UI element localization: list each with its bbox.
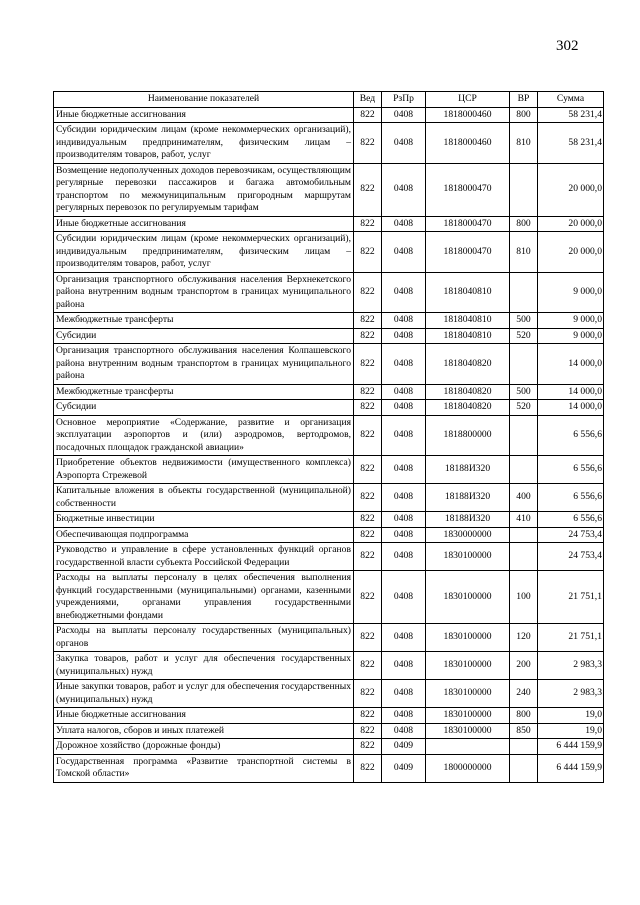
cell-name: Субсидии юридическим лицам (кроме некоммерческих организаций), индивидуальным предпринимателям, физическим лицам – производителям товаров, работ, услуг (54, 123, 354, 164)
cell-sum: 24 753,4 (538, 543, 604, 571)
cell-vr: 400 (510, 484, 538, 512)
header-sum: Сумма (538, 92, 604, 108)
table-row (54, 723, 604, 739)
cell-vr (510, 543, 538, 571)
cell-csr: 1818000470 (426, 216, 510, 232)
table-row (54, 527, 604, 543)
cell-ved: 822 (354, 543, 382, 571)
cell-sum: 9 000,0 (538, 272, 604, 313)
cell-vr (510, 163, 538, 216)
cell-name: Межбюджетные трансферты (54, 313, 354, 329)
cell-ved: 822 (354, 708, 382, 724)
cell-name: Субсидии (54, 328, 354, 344)
cell-ved: 822 (354, 232, 382, 273)
cell-vr: 120 (510, 624, 538, 652)
cell-sum: 19,0 (538, 708, 604, 724)
table-header-row (54, 92, 604, 108)
cell-sum: 24 753,4 (538, 527, 604, 543)
cell-rzpr: 0408 (382, 163, 426, 216)
table-row (54, 456, 604, 484)
cell-name: Основное мероприятие «Содержание, развитие и организация эксплуатации аэропортов и (или) аэродромов, вертодромов, посадочных площадок гражданской авиации» (54, 415, 354, 456)
cell-sum: 58 231,4 (538, 107, 604, 123)
cell-csr: 18188И320 (426, 484, 510, 512)
cell-csr: 1818040820 (426, 344, 510, 385)
cell-csr: 1830100000 (426, 624, 510, 652)
budget-table (53, 91, 604, 783)
cell-name: Межбюджетные трансферты (54, 384, 354, 400)
cell-sum: 6 556,6 (538, 512, 604, 528)
table-body (54, 107, 604, 782)
header-ved: Вед (354, 92, 382, 108)
cell-csr: 18188И320 (426, 456, 510, 484)
cell-ved: 822 (354, 272, 382, 313)
cell-ved: 822 (354, 313, 382, 329)
cell-name: Возмещение недополученных доходов перевозчикам, осуществляющим регулярные перевозки пассажиров и багажа автомобильным транспортом по межмуниципальным пригородным маршрутам регулярных перевозок по регулируемым тарифам (54, 163, 354, 216)
cell-csr: 1818000460 (426, 107, 510, 123)
table-row (54, 344, 604, 385)
cell-rzpr: 0408 (382, 680, 426, 708)
cell-rzpr: 0408 (382, 527, 426, 543)
table-row (54, 400, 604, 416)
cell-rzpr: 0408 (382, 400, 426, 416)
header-csr: ЦСР (426, 92, 510, 108)
cell-vr: 500 (510, 384, 538, 400)
cell-vr (510, 344, 538, 385)
cell-vr (510, 739, 538, 755)
cell-rzpr: 0408 (382, 107, 426, 123)
cell-vr: 500 (510, 313, 538, 329)
cell-vr (510, 754, 538, 782)
table-row (54, 123, 604, 164)
table-row (54, 313, 604, 329)
cell-csr: 1818040810 (426, 272, 510, 313)
table-row (54, 543, 604, 571)
cell-csr: 1818000470 (426, 232, 510, 273)
cell-name: Иные бюджетные ассигнования (54, 216, 354, 232)
cell-csr: 1818040820 (426, 400, 510, 416)
table-row (54, 680, 604, 708)
cell-csr: 1818040810 (426, 313, 510, 329)
cell-sum: 19,0 (538, 723, 604, 739)
cell-sum: 2 983,3 (538, 652, 604, 680)
cell-rzpr: 0408 (382, 328, 426, 344)
cell-vr (510, 272, 538, 313)
cell-vr: 800 (510, 107, 538, 123)
cell-rzpr: 0408 (382, 543, 426, 571)
cell-rzpr: 0408 (382, 384, 426, 400)
table-row (54, 708, 604, 724)
cell-sum: 14 000,0 (538, 344, 604, 385)
cell-name: Расходы на выплаты персоналу государственных (муниципальных) органов (54, 624, 354, 652)
header-vr: ВР (510, 92, 538, 108)
cell-vr: 800 (510, 216, 538, 232)
cell-sum: 14 000,0 (538, 400, 604, 416)
page-number: 302 (556, 38, 579, 54)
table-row (54, 163, 604, 216)
cell-ved: 822 (354, 400, 382, 416)
cell-vr (510, 527, 538, 543)
cell-name: Закупка товаров, работ и услуг для обеспечения государственных (муниципальных) нужд (54, 652, 354, 680)
cell-ved: 822 (354, 328, 382, 344)
table-row (54, 652, 604, 680)
cell-ved: 822 (354, 384, 382, 400)
cell-name: Государственная программа «Развитие транспортной системы в Томской области» (54, 754, 354, 782)
cell-csr: 1818800000 (426, 415, 510, 456)
cell-name: Уплата налогов, сборов и иных платежей (54, 723, 354, 739)
cell-vr: 810 (510, 123, 538, 164)
cell-name: Субсидии (54, 400, 354, 416)
cell-vr: 810 (510, 232, 538, 273)
cell-rzpr: 0408 (382, 123, 426, 164)
cell-vr: 100 (510, 571, 538, 624)
table-row (54, 512, 604, 528)
cell-vr: 410 (510, 512, 538, 528)
cell-vr: 520 (510, 328, 538, 344)
cell-csr: 1830100000 (426, 708, 510, 724)
cell-sum: 58 231,4 (538, 123, 604, 164)
cell-rzpr: 0408 (382, 415, 426, 456)
cell-rzpr: 0408 (382, 624, 426, 652)
cell-csr: 18188И320 (426, 512, 510, 528)
cell-sum: 6 444 159,9 (538, 739, 604, 755)
cell-csr: 1830100000 (426, 543, 510, 571)
cell-csr: 1830100000 (426, 652, 510, 680)
cell-vr: 800 (510, 708, 538, 724)
cell-name: Дорожное хозяйство (дорожные фонды) (54, 739, 354, 755)
cell-sum: 9 000,0 (538, 313, 604, 329)
cell-csr: 1818040810 (426, 328, 510, 344)
table-row (54, 415, 604, 456)
cell-rzpr: 0408 (382, 272, 426, 313)
cell-ved: 822 (354, 456, 382, 484)
cell-name: Субсидии юридическим лицам (кроме некоммерческих организаций), индивидуальным предпринимателям, физическим лицам – производителям товаров, работ, услуг (54, 232, 354, 273)
cell-sum: 6 556,6 (538, 415, 604, 456)
cell-ved: 822 (354, 652, 382, 680)
cell-csr: 1830100000 (426, 680, 510, 708)
cell-rzpr: 0408 (382, 708, 426, 724)
cell-name: Обеспечивающая подпрограмма (54, 527, 354, 543)
cell-ved: 822 (354, 123, 382, 164)
cell-name: Организация транспортного обслуживания населения Колпашевского района внутренним водным транспортом в границах муниципального района (54, 344, 354, 385)
cell-rzpr: 0408 (382, 456, 426, 484)
cell-csr: 1818040820 (426, 384, 510, 400)
cell-name: Расходы на выплаты персоналу в целях обеспечения выполнения функций государственными (муниципальными) органами, казенными учреждениями, органами управления государственными внебюджетными фондами (54, 571, 354, 624)
cell-vr: 520 (510, 400, 538, 416)
cell-sum: 20 000,0 (538, 216, 604, 232)
cell-csr (426, 739, 510, 755)
cell-ved: 822 (354, 527, 382, 543)
header-name: Наименование показателей (54, 92, 354, 108)
header-rzpr: РзПр (382, 92, 426, 108)
cell-csr: 1830100000 (426, 571, 510, 624)
table-row (54, 571, 604, 624)
cell-rzpr: 0408 (382, 216, 426, 232)
cell-ved: 822 (354, 624, 382, 652)
cell-vr (510, 456, 538, 484)
cell-ved: 822 (354, 216, 382, 232)
table-row (54, 624, 604, 652)
cell-rzpr: 0408 (382, 232, 426, 273)
cell-vr: 200 (510, 652, 538, 680)
cell-ved: 822 (354, 723, 382, 739)
cell-ved: 822 (354, 344, 382, 385)
cell-rzpr: 0408 (382, 571, 426, 624)
table-row (54, 328, 604, 344)
cell-csr: 1830100000 (426, 723, 510, 739)
cell-rzpr: 0409 (382, 754, 426, 782)
cell-name: Иные бюджетные ассигнования (54, 708, 354, 724)
table-row (54, 232, 604, 273)
cell-ved: 822 (354, 739, 382, 755)
table-row (54, 754, 604, 782)
cell-ved: 822 (354, 484, 382, 512)
cell-rzpr: 0409 (382, 739, 426, 755)
cell-name: Иные бюджетные ассигнования (54, 107, 354, 123)
cell-name: Капитальные вложения в объекты государственной (муниципальной) собственности (54, 484, 354, 512)
cell-sum: 2 983,3 (538, 680, 604, 708)
cell-rzpr: 0408 (382, 344, 426, 385)
cell-name: Бюджетные инвестиции (54, 512, 354, 528)
cell-sum: 20 000,0 (538, 163, 604, 216)
cell-sum: 6 556,6 (538, 484, 604, 512)
cell-rzpr: 0408 (382, 313, 426, 329)
cell-sum: 20 000,0 (538, 232, 604, 273)
cell-ved: 822 (354, 107, 382, 123)
cell-sum: 6 556,6 (538, 456, 604, 484)
table-row (54, 272, 604, 313)
cell-rzpr: 0408 (382, 652, 426, 680)
cell-name: Руководство и управление в сфере установленных функций органов государственной власти субъекта Российской Федерации (54, 543, 354, 571)
table-row (54, 384, 604, 400)
cell-csr: 1800000000 (426, 754, 510, 782)
cell-csr: 1818000470 (426, 163, 510, 216)
table-row (54, 107, 604, 123)
cell-rzpr: 0408 (382, 484, 426, 512)
cell-name: Организация транспортного обслуживания населения Верхнекетского района внутренним водным транспортом в границах муниципального района (54, 272, 354, 313)
cell-sum: 21 751,1 (538, 624, 604, 652)
cell-sum: 6 444 159,9 (538, 754, 604, 782)
table-row (54, 216, 604, 232)
table-row (54, 739, 604, 755)
cell-rzpr: 0408 (382, 723, 426, 739)
cell-vr: 240 (510, 680, 538, 708)
cell-ved: 822 (354, 571, 382, 624)
cell-vr (510, 415, 538, 456)
cell-ved: 822 (354, 415, 382, 456)
cell-ved: 822 (354, 680, 382, 708)
cell-csr: 1830000000 (426, 527, 510, 543)
cell-sum: 14 000,0 (538, 384, 604, 400)
cell-rzpr: 0408 (382, 512, 426, 528)
cell-name: Иные закупки товаров, работ и услуг для обеспечения государственных (муниципальных) нужд (54, 680, 354, 708)
cell-vr: 850 (510, 723, 538, 739)
cell-sum: 21 751,1 (538, 571, 604, 624)
cell-ved: 822 (354, 512, 382, 528)
cell-ved: 822 (354, 163, 382, 216)
cell-sum: 9 000,0 (538, 328, 604, 344)
cell-name: Приобретение объектов недвижимости (имущественного комплекса) Аэропорта Стрежевой (54, 456, 354, 484)
table-row (54, 484, 604, 512)
cell-csr: 1818000460 (426, 123, 510, 164)
cell-ved: 822 (354, 754, 382, 782)
